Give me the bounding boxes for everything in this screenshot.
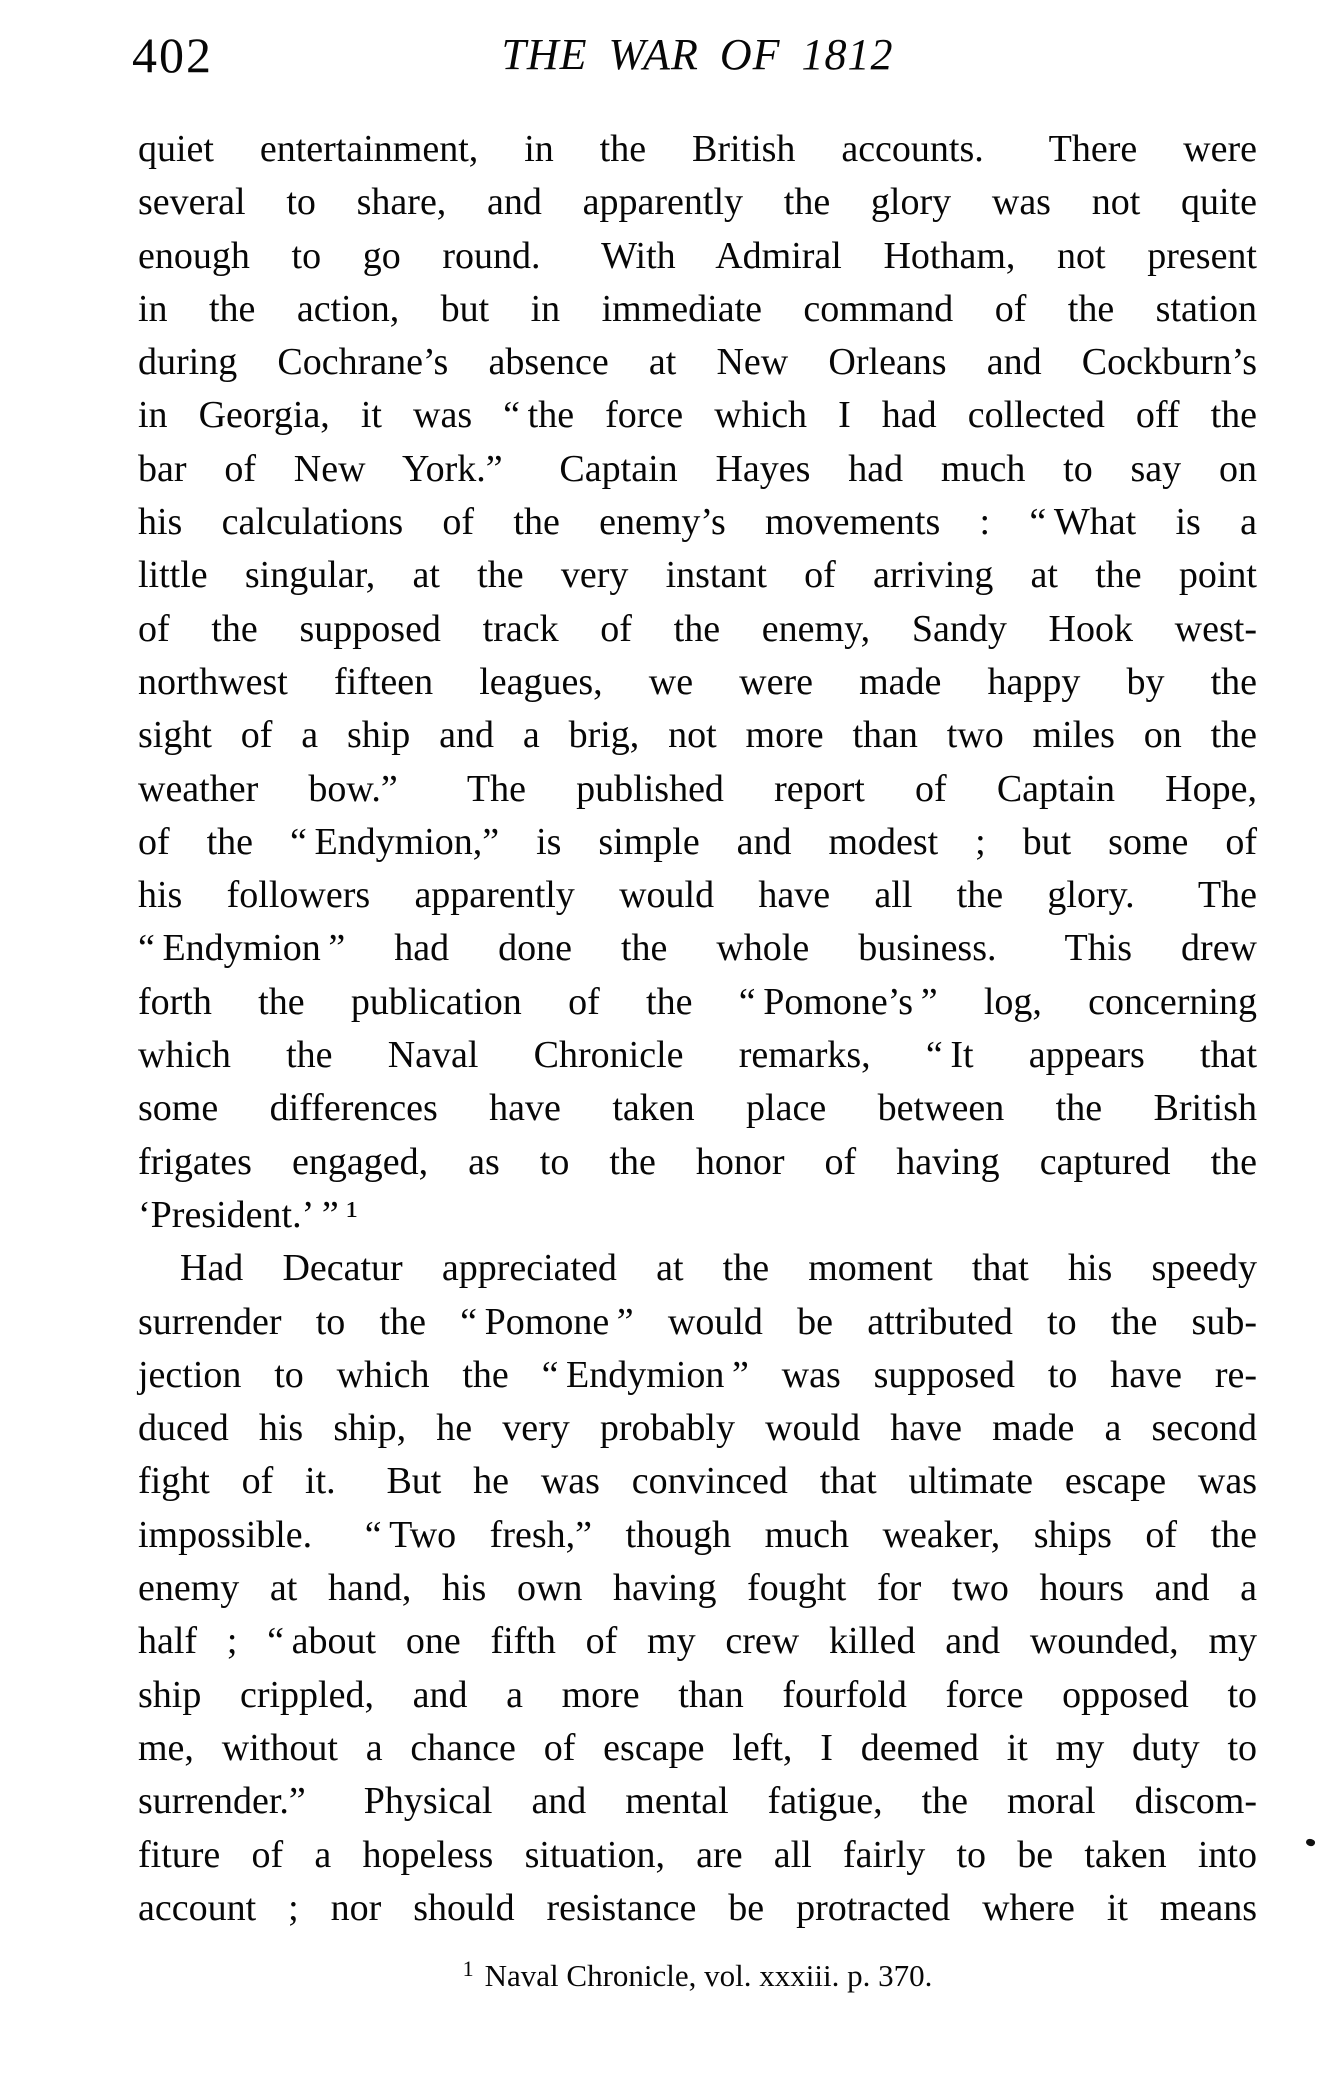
text-line: ship crippled, and a more than fourfold force opposed to bbox=[138, 1673, 1257, 1716]
text-line: in the action, but in immediate command of the station bbox=[138, 287, 1257, 330]
text-line: Had Decatur appreciated at the moment that his speedy bbox=[180, 1247, 1257, 1290]
text-line: in Georgia, it was “ the force which I had collected off the bbox=[138, 394, 1257, 437]
page-number: 402 bbox=[132, 27, 213, 83]
text-line: bar of New York.” Captain Hayes had much to say on bbox=[138, 447, 1257, 490]
text-line: surrender to the “ Pomone ” would be attributed to the sub- bbox=[138, 1300, 1257, 1343]
text-line: several to share, and apparently the glory was not quite bbox=[138, 181, 1257, 224]
text-line: enemy at hand, his own having fought for two hours and a bbox=[138, 1567, 1257, 1610]
footnote bbox=[138, 1956, 1257, 1994]
text-line: his followers apparently would have all the glory. The bbox=[138, 874, 1257, 917]
text-line: which the Naval Chronicle remarks, “ It appears that bbox=[138, 1034, 1257, 1077]
text-line: his calculations of the enemy’s movements : “ What is a bbox=[138, 501, 1257, 544]
text-line: enough to go round. With Admiral Hotham, not present bbox=[138, 234, 1257, 277]
text-line: duced his ship, he very probably would have made a second bbox=[138, 1407, 1257, 1450]
text-line: weather bow.” The published report of Captain Hope, bbox=[138, 767, 1257, 810]
text-line: some differences have taken place between the British bbox=[138, 1087, 1257, 1130]
text-line: half ; “ about one fifth of my crew killed and wounded, my bbox=[138, 1620, 1257, 1663]
text-line: sight of a ship and a brig, not more than two miles on the bbox=[138, 714, 1257, 757]
text-line: little singular, at the very instant of arriving at the point bbox=[138, 554, 1257, 597]
body-text-block bbox=[138, 123, 1257, 1935]
text-line: “ Endymion ” had done the whole business. This drew bbox=[138, 927, 1257, 970]
text-line: of the “ Endymion,” is simple and modest ; but some of bbox=[138, 820, 1257, 863]
text-line: ‘President.’ ” ¹ bbox=[138, 1193, 358, 1236]
text-line: frigates engaged, as to the honor of having captured the bbox=[138, 1140, 1257, 1183]
text-line: account ; nor should resistance be protracted where it means bbox=[138, 1886, 1257, 1929]
text-line: during Cochrane’s absence at New Orleans and Cockburn’s bbox=[138, 341, 1257, 384]
text-line: me, without a chance of escape left, I deemed it my duty to bbox=[138, 1726, 1257, 1769]
text-line: quiet entertainment, in the British accounts. There were bbox=[138, 128, 1257, 170]
text-line: northwest fifteen leagues, we were made happy by the bbox=[138, 660, 1257, 703]
footnote-marker: 1 bbox=[462, 1956, 474, 1981]
text-line: fight of it. But he was convinced that ultimate escape was bbox=[138, 1460, 1257, 1503]
footnote-text: Naval Chronicle, vol. xxxiii. p. 370. bbox=[484, 1958, 933, 1993]
text-line: fiture of a hopeless situation, are all fairly to be taken into bbox=[138, 1833, 1257, 1876]
text-line: surrender.” Physical and mental fatigue, the moral discom- bbox=[138, 1780, 1257, 1823]
running-title: THE WAR OF 1812 bbox=[501, 30, 894, 79]
text-line: of the supposed track of the enemy, Sandy Hook west- bbox=[138, 607, 1257, 650]
text-line: impossible. “ Two fresh,” though much weaker, ships of the bbox=[138, 1513, 1257, 1556]
text-line: forth the publication of the “ Pomone’s ” log, concerning bbox=[138, 980, 1257, 1023]
ink-speck bbox=[1305, 1838, 1316, 1847]
text-line: jection to which the “ Endymion ” was supposed to have re- bbox=[138, 1353, 1257, 1396]
